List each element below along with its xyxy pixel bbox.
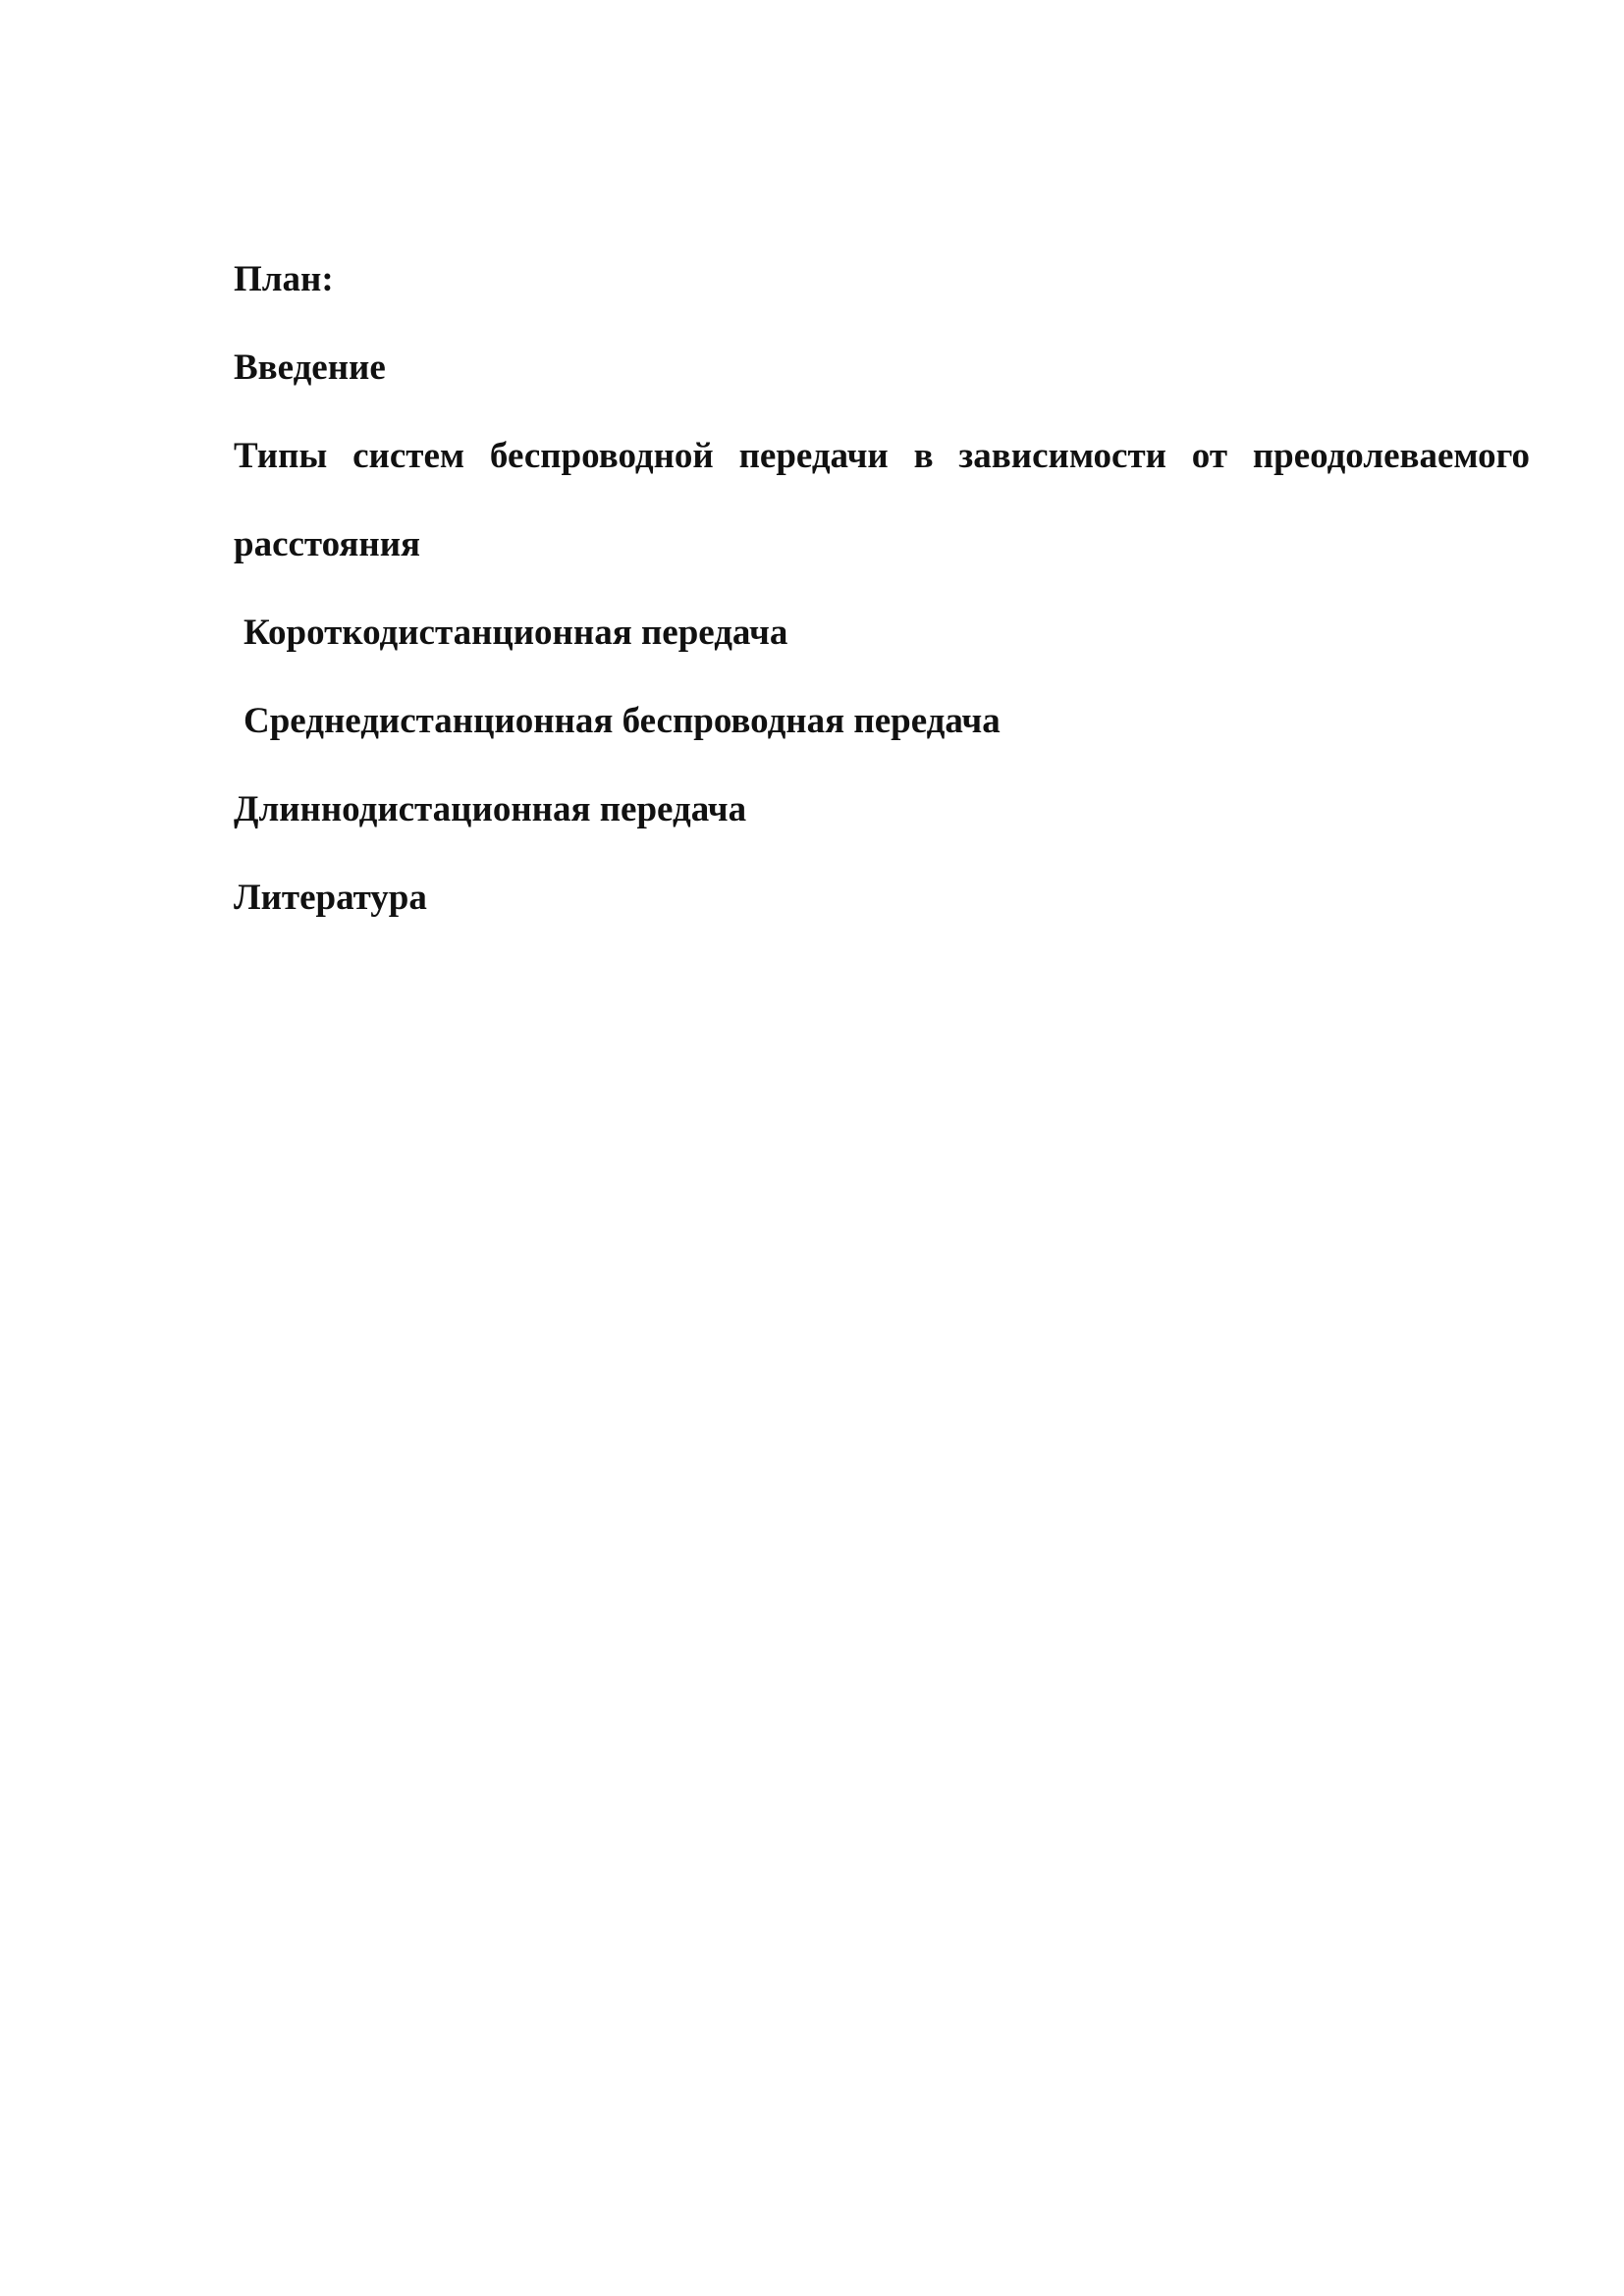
table-of-contents [234, 236, 1530, 942]
toc-item-introduction: Введение [234, 347, 386, 388]
toc-item-medium-range: Среднедистанционная беспроводная передача [244, 701, 1001, 741]
toc-item-literature: Литература [234, 878, 427, 918]
toc-item-short-range: Короткодистанционная передача [244, 613, 788, 653]
toc-item-long-range: Длиннодистационная передача [234, 789, 747, 829]
toc-item-wireless-types-continued: расстояния [234, 524, 421, 564]
plan-heading: План: [234, 259, 334, 299]
toc-item-wireless-types: Типы систем беспроводной передачи в зависимости от преодолеваемого [234, 436, 1530, 476]
